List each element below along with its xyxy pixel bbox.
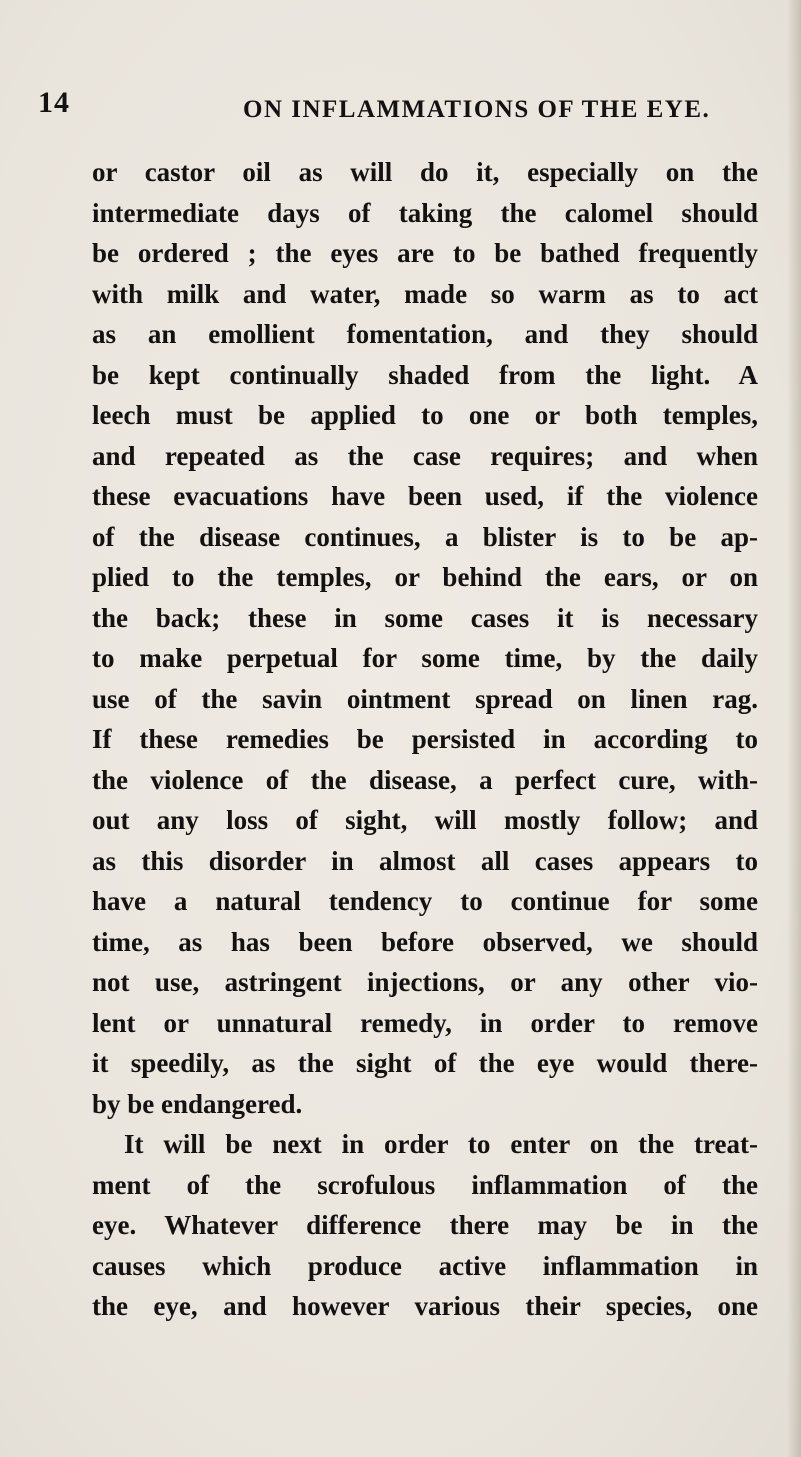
text-line: be ordered ; the eyes are to be bathed frequently xyxy=(92,238,758,268)
text-line: time, as has been before observed, we should xyxy=(92,926,758,957)
text-line: ment of the scrofulous inflammation of the xyxy=(92,1169,758,1200)
text-line: be kept continually shaded from the light. A xyxy=(92,359,758,390)
text-line: eye. Whatever difference there may be in the xyxy=(92,1210,758,1240)
text-line: have a natural tendency to continue for some xyxy=(92,886,758,916)
text-line: the back; these in some cases it is necessary xyxy=(92,602,758,633)
page-number: 14 xyxy=(38,86,70,119)
text-line: the eye, and however various their species, one xyxy=(92,1291,758,1321)
text-line: It will be next in order to enter on the treat- xyxy=(124,1129,758,1159)
text-line: to make perpetual for some time, by the daily xyxy=(92,643,758,673)
text-line: these evacuations have been used, if the violence xyxy=(92,481,758,511)
page-edge-shadow xyxy=(787,0,801,1457)
text-line: causes which produce active inflammation in xyxy=(92,1250,758,1281)
text-line: If these remedies be persisted in according to xyxy=(92,724,758,754)
text-line: intermediate days of taking the calomel should xyxy=(92,197,758,228)
text-line: as an emollient fomentation, and they should xyxy=(92,319,758,349)
text-line: the violence of the disease, a perfect cure, with- xyxy=(92,764,758,795)
text-line: plied to the temples, or behind the ears, or on xyxy=(92,562,758,592)
text-line: as this disorder in almost all cases appears to xyxy=(92,845,758,876)
running-head: ON INFLAMMATIONS OF THE EYE. xyxy=(243,96,711,123)
text-line: and repeated as the case requires; and when xyxy=(92,440,758,471)
body-text xyxy=(92,152,758,1327)
text-line: with milk and water, made so warm as to act xyxy=(92,278,758,309)
text-line: or castor oil as will do it, especially on the xyxy=(92,157,758,187)
text-line: not use, astringent injections, or any other vio- xyxy=(92,967,758,997)
text-line: by be endangered. xyxy=(92,1088,303,1119)
page-header xyxy=(38,86,761,128)
text-line: of the disease continues, a blister is to be ap- xyxy=(92,521,758,552)
text-line: it speedily, as the sight of the eye would there- xyxy=(92,1048,758,1078)
text-line: lent or unnatural remedy, in order to remove xyxy=(92,1007,758,1038)
text-line: use of the savin ointment spread on linen rag. xyxy=(92,683,758,714)
text-line: out any loss of sight, will mostly follow; and xyxy=(92,805,758,835)
text-line: leech must be applied to one or both temples, xyxy=(92,400,758,430)
